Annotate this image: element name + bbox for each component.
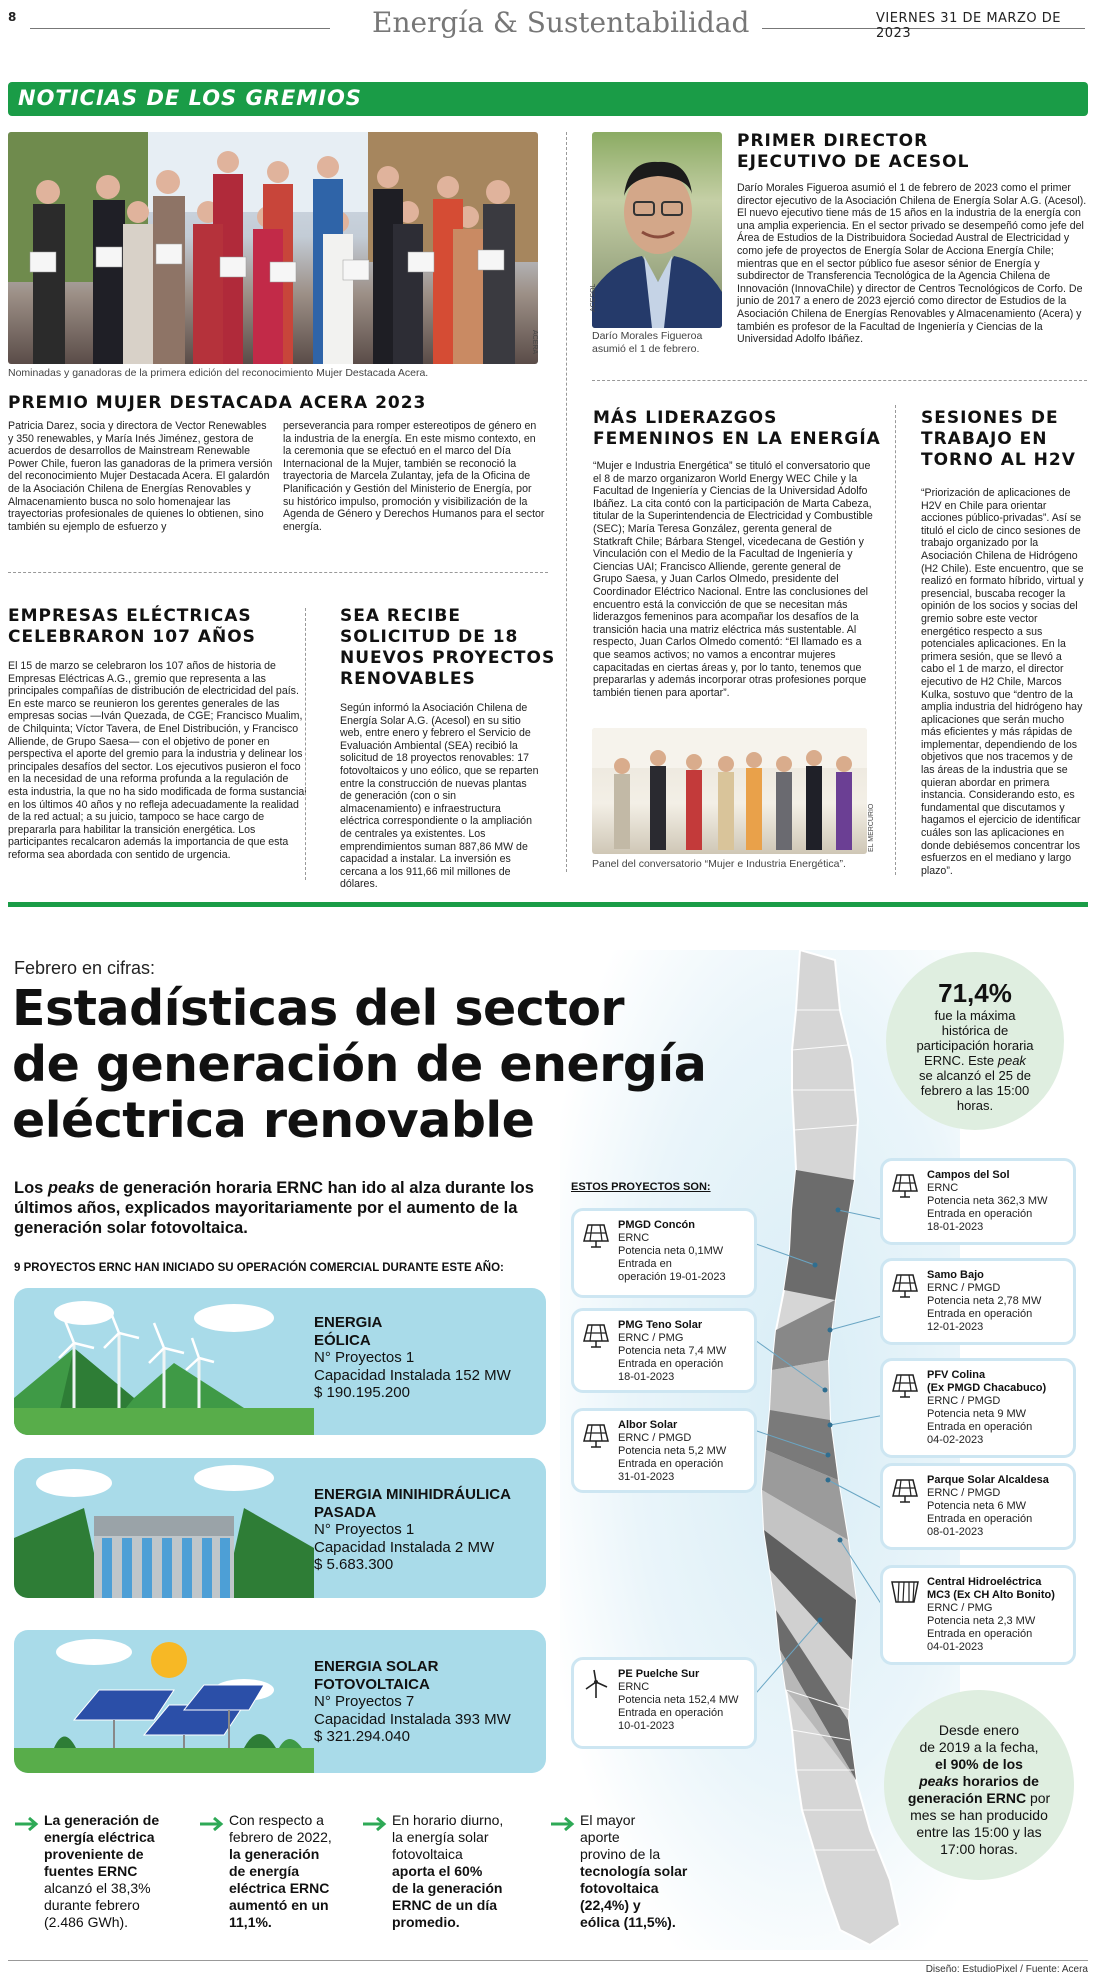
- project-date-1: Entrada en operación: [927, 1308, 1033, 1320]
- infographic-intro: [14, 1178, 544, 1238]
- hydro-dam-illustration: [14, 1458, 314, 1598]
- projects-label: ESTOS PROYECTOS SON:: [571, 1181, 711, 1193]
- project-card-colina: [880, 1358, 1076, 1458]
- solar-farm-illustration: [14, 1630, 314, 1773]
- project-name: PE Puelche Sur: [618, 1668, 700, 1680]
- acesol-headline-2: EJECUTIVO DE ACESOL: [737, 152, 970, 172]
- wind-turbine-icon: [580, 1668, 612, 1700]
- infographic-title-3: eléctrica renovable: [12, 1092, 535, 1149]
- stat-top-l6: febrero a las 15:00: [920, 1083, 1030, 1098]
- project-date-1: Entrada en operación: [618, 1707, 724, 1719]
- project-card-samo: [880, 1258, 1076, 1345]
- project-type: ERNC / PMGD: [927, 1282, 1001, 1294]
- project-name: Central Hidroeléctrica: [927, 1576, 1042, 1588]
- project-date-1: Entrada en operación: [927, 1513, 1033, 1525]
- empresas-headline-1: EMPRESAS ELÉCTRICAS: [8, 606, 252, 626]
- project-card-mc3: [880, 1565, 1076, 1665]
- stat-top-l1: fue la máxima: [934, 1008, 1016, 1023]
- green-section-rule: [8, 902, 1088, 907]
- banner-title: NOTICIAS DE LOS GREMIOS: [18, 86, 362, 110]
- fact-1: La generación de energía eléctrica proveniente de fuentes ERNC alcanzó el 38,3% durante febrero (2.486 GWh).: [44, 1812, 160, 1930]
- column-divider: [566, 132, 567, 872]
- project-type: ERNC / PMG: [927, 1602, 993, 1614]
- project-date-2: 10-01-2023: [618, 1720, 675, 1732]
- project-type: ERNC / PMGD: [927, 1395, 1001, 1407]
- column-divider-h2v: [895, 405, 896, 875]
- project-card-concon: [571, 1208, 757, 1298]
- project-name: Campos del Sol: [927, 1169, 1010, 1181]
- solar-amount: $ 321.294.040: [314, 1728, 410, 1745]
- issue-date: VIERNES 31 DE MARZO DE 2023: [876, 11, 1061, 41]
- intro-part-2: de generación horaria ERNC han ido al alza durante los últimos años, explicados mayoritariamente por el aumento de la generación solar fotovoltaica.: [14, 1179, 534, 1237]
- project-name: Parque Solar Alcaldesa: [927, 1474, 1049, 1486]
- stat-bottom-l3: el 90% de los: [935, 1756, 1023, 1772]
- stat-bottom-l6: mes se han producido: [910, 1807, 1048, 1823]
- project-power: Potencia neta 0,1MW: [618, 1245, 724, 1257]
- conversatorio-photo-credit: EL MERCURIO: [868, 803, 875, 852]
- project-power: Potencia neta 362,3 MW: [927, 1195, 1048, 1207]
- h2v-headline-3: TORNO AL H2V: [921, 450, 1076, 470]
- panel-illustration: [592, 728, 867, 854]
- project-name-2: MC3 (Ex CH Alto Bonito): [927, 1589, 1055, 1601]
- acera-photo-credit: ACERA: [531, 330, 538, 355]
- fact-3: En horario diurno, la energía solar fotovoltaica aporta el 60% de la generación ERNC de un día promedio.: [392, 1812, 504, 1930]
- acesol-body: Darío Morales Figueroa asumió el 1 de febrero de 2023 como el primer director ejecutivo de la Asociación Chilena de Energía Solar A.G. (Acesol). El nuevo ejecutivo tiene más de 15 años en la industria de la energía con una amplia experiencia. En el sector privado se desempeñó como jefe del Área de Estudios de la Distribuidora Sociedad Austral de Electricidad y como jefe de proyectos de Energía Solar de Acciona Energía Chile; mientras que en el sector público fue asesor sénior de Energía y subdirector de Transferencia Tecnológica de la Agencia Chilena de Innovación (InnovaChile) y director de Centros Tecnológicos de Corfo. De junio de 2017 a enero de 2023 ejerció como director de Estudios de la Asociación Chilena de Energías Renovables y Almacenamiento (Acera) y también es profesor de la Facultad de Ingeniería y Ciencias de la Universidad Adolfo Ibáñez.: [737, 182, 1087, 346]
- conversatorio-photo: [592, 728, 867, 854]
- project-type: ERNC / PMG: [618, 1332, 684, 1344]
- project-type: ERNC: [618, 1232, 650, 1244]
- arrow-right-icon: [362, 1816, 388, 1832]
- project-name: PFV Colina: [927, 1369, 986, 1381]
- project-card-campos: [880, 1158, 1076, 1245]
- project-card-alcaldesa: [880, 1463, 1076, 1550]
- wind-name-2: EÓLICA: [314, 1331, 371, 1349]
- project-name: Samo Bajo: [927, 1269, 984, 1281]
- sea-headline-1: SEA RECIBE: [340, 606, 462, 626]
- stat-bottom-l8: 17:00 horas.: [940, 1841, 1018, 1857]
- project-date-1: Entrada en operación: [927, 1628, 1033, 1640]
- project-power: Potencia neta 2,3 MW: [927, 1615, 1036, 1627]
- acera-headline: PREMIO MUJER DESTACADA ACERA 2023: [8, 393, 427, 413]
- liderazgos-headline-1: MÁS LIDERAZGOS: [593, 408, 778, 428]
- project-date-1: Entrada en operación: [618, 1458, 724, 1470]
- acesol-director-photo: [592, 132, 722, 328]
- wind-amount: $ 190.195.200: [314, 1384, 410, 1401]
- solar-panel-icon: [889, 1474, 921, 1506]
- hydro-dam-icon: [889, 1576, 921, 1608]
- section-title: Energía & Sustentabilidad: [372, 6, 750, 39]
- project-date-2: 04-02-2023: [927, 1434, 984, 1446]
- energy-type-hydro: [14, 1458, 546, 1598]
- wind-capacity: Capacidad Instalada 152 MW: [314, 1366, 511, 1384]
- project-date-2: 08-01-2023: [927, 1526, 984, 1538]
- project-date-1: Entrada en: [618, 1258, 672, 1270]
- stat-top-l5: se alcanzó el 25 de: [918, 1068, 1032, 1083]
- stat-bottom-l1: Desde enero: [938, 1722, 1020, 1738]
- empresas-body: El 15 de marzo se celebraron los 107 años de historia de Empresas Eléctricas A.G., gremio que representa a las principales compañías de distribución de electricidad del país. En este marco se reunieron los gerentes generales de las empresas socias —Iván Quezada, de CGE; Francisco Mualim, de Chilquinta; Víctor Tavera, de Enel Distribución, y Francisco Alliende, de Grupo Saesa— con el objetivo de poner en perspectiva el aporte del gremio para la industria y delinear los principales desafíos del sector. Los ejecutivos pusieron el foco en la necesidad de una reforma profunda a la regulación de esta industria, la que no ha sido modificada de forma sustancial en los últimos 40 años y no refleja adecuadamente la realidad de la red actual; a su juicio, tampoco se hace cargo de prepararla para habilitar la transición energética. Los participantes recalcaron además la importancia de que esta reforma sea abordada con sentido de urgencia.: [8, 660, 307, 861]
- project-power: Potencia neta 7,4 MW: [618, 1345, 727, 1357]
- sea-body: Según informó la Asociación Chilena de Energía Solar A.G. (Acesol) en su sitio web, entre enero y febrero el Servicio de Evaluación Ambiental (SEA) recibió la solicitud de 18 proyectos renovables: 17 fotovoltaicos y uno eólico, que se reparten entre la construcción de nuevas plantas de generación (con o sin almacenamiento) e infraestructura eléctrica correspondiente o la ampliación de centrales ya existentes. Los emprendimientos suman 887,86 MW de capacidad a instalar. La inversión es cercana a los 911,66 mil millones de dólares.: [340, 702, 539, 891]
- empresas-headline-2: CELEBRARON 107 AÑOS: [8, 627, 256, 647]
- arrow-right-icon: [550, 1816, 576, 1832]
- sea-headline-3: NUEVOS PROYECTOS: [340, 648, 556, 668]
- project-type: ERNC / PMGD: [618, 1432, 692, 1444]
- stat-bottom-l7: entre las 15:00 y las: [916, 1824, 1042, 1840]
- hydro-name-1: ENERGIA MINIHIDRÁULICA: [314, 1486, 511, 1503]
- infographic-title-2: de generación de energía: [12, 1036, 707, 1093]
- liderazgos-headline-2: FEMENINOS EN LA ENERGÍA: [593, 429, 881, 449]
- acesol-photo-credit: ACESOL: [590, 283, 597, 312]
- acera-body-col2: perseverancia para romper estereotipos de género en la industria de la energía. En este mismo contexto, en la ceremonia que se efectuó en el marco del Día Internacional de la Mujer, también se reconoció la trayectoria de Marcela Zulantay, jefa de la Oficina de Planificación y Gestión del Ministerio de Energía, por su histórico impulso, promoción y visibilización de la Agenda de Género y Derechos Humanos para el sector energía.: [283, 420, 545, 533]
- stat-circle-top: [886, 952, 1064, 1130]
- hydro-capacity: Capacidad Instalada 2 MW: [314, 1538, 495, 1556]
- group-photo-illustration: [8, 132, 538, 364]
- arrow-right-icon: [14, 1816, 40, 1832]
- acesol-caption: Darío Morales Figueroa asumió el 1 de febrero.: [592, 330, 703, 355]
- stat-bottom-l2: de 2019 a la fecha,: [919, 1739, 1039, 1755]
- sea-headline-2: SOLICITUD DE 18: [340, 627, 519, 647]
- solar-panel-icon: [580, 1319, 612, 1351]
- wind-projects: N° Proyectos 1: [314, 1349, 415, 1366]
- acera-body-col1: Patricia Darez, socia y directora de Vector Renewables y 350 renewables, y María Inés Jiménez, gestora de acuerdos de desarrollos de Mainstream Renewable Power Chile, fueron las ganadoras de la primera versión del reconocimiento Mujer Destacada Acera. El galardón de la Asociación Chilena de Energías Renovables y Almacenamiento busca no solo homenajear las trayectorias profesionales de quienes lo obtienen, sino también su ejemplo de esfuerzo y: [8, 420, 273, 533]
- hydro-name-2: PASADA: [314, 1503, 377, 1521]
- stat-top-l4: ERNC. Este peak: [924, 1053, 1026, 1068]
- solar-panel-icon: [580, 1419, 612, 1451]
- acesol-headline-1: PRIMER DIRECTOR: [737, 131, 929, 151]
- project-date-2: operación 19-01-2023: [618, 1271, 726, 1283]
- page-number: 8: [8, 10, 17, 24]
- solar-name-2: FOTOVOLTAICA: [314, 1675, 430, 1693]
- footer-rule: [8, 1960, 1088, 1961]
- project-date-2: 18-01-2023: [927, 1221, 984, 1233]
- solar-panel-icon: [580, 1219, 612, 1251]
- project-name: PMG Teno Solar: [618, 1319, 703, 1331]
- stat-top-l7: horas.: [956, 1098, 994, 1113]
- project-power: Potencia neta 5,2 MW: [618, 1445, 727, 1457]
- solar-name-1: ENERGIA SOLAR: [314, 1658, 439, 1675]
- intro-peaks: peaks: [47, 1179, 95, 1197]
- hydro-amount: $ 5.683.300: [314, 1556, 394, 1573]
- project-name: PMGD Concón: [618, 1219, 695, 1231]
- project-date-1: Entrada en operación: [618, 1358, 724, 1370]
- project-power: Potencia neta 9 MW: [927, 1408, 1027, 1420]
- solar-projects: N° Proyectos 7: [314, 1693, 415, 1710]
- wind-farm-illustration: [14, 1288, 314, 1435]
- wind-name-1: ENERGIA: [314, 1314, 383, 1331]
- project-date-1: Entrada en operación: [927, 1208, 1033, 1220]
- project-power: Potencia neta 6 MW: [927, 1500, 1027, 1512]
- h2v-body: “Priorización de aplicaciones de H2V en Chile para orientar acciones público-privadas”. Así se tituló el ciclo de cinco sesiones de trabajo organizado por la Asociación Chilena de Hidrógeno (H2 Chile). Este encuentro, que se realizó en formato híbrido, virtual y presencial, buscaba recoger la opinión de los socios y socias del gremio sobre este vector energético respecto a sus potenciales aplicaciones. En la primera sesión, que se llevó a cabo el 1 de marzo, el director ejecutivo de H2 Chile, Marcos Kulka, sostuvo que “dentro de la amplia industria del hidrógeno hay aplicaciones que serán mucho más eficientes y más rápidas de implementar, dependiendo de los objetivos que nos tracemos y de las áreas de la industria que se quieran abordar en primera instancia. Considerando esto, es fundamental que discutamos y hagamos el ejercicio de identificar cuáles son las aplicaciones en donde debiésemos concentrar los esfuerzos en el mediano y largo plazo”.: [921, 487, 1084, 877]
- section-divider-right: [592, 380, 1087, 381]
- project-type: ERNC: [927, 1182, 959, 1194]
- intro-part-1: Los: [14, 1179, 48, 1197]
- acera-caption: Nominadas y ganadoras de la primera edición del reconocimiento Mujer Destacada Acera.: [8, 367, 429, 379]
- project-date-1: Entrada en operación: [927, 1421, 1033, 1433]
- project-type: ERNC: [618, 1681, 650, 1693]
- solar-panel-icon: [889, 1269, 921, 1301]
- conversatorio-caption: Panel del conversatorio “Mujer e Industria Energética”.: [592, 858, 846, 870]
- design-credit: Diseño: EstudioPixel / Fuente: Acera: [925, 1964, 1088, 1975]
- project-card-puelche: [571, 1657, 757, 1749]
- project-name: Albor Solar: [618, 1419, 678, 1431]
- fact-2: Con respecto a febrero de 2022, la generación de energía eléctrica ERNC aumentó en un 11,1%.: [229, 1812, 332, 1930]
- project-date-2: 18-01-2023: [618, 1371, 675, 1383]
- project-date-2: 31-01-2023: [618, 1471, 675, 1483]
- acera-award-photo: [8, 132, 538, 364]
- solar-panel-icon: [889, 1169, 921, 1201]
- liderazgos-body: “Mujer e Industria Energética” se tituló el conversatorio que el 8 de marzo organizaron World Energy WEC Chile y la Facultad de Ingeniería y Ciencias de la Universidad Adolfo Ibáñez. La cita contó con la participación de Marta Cabeza, titular de la Superintendencia de Electricidad y Combustible (SEC); María Teresa González, gerenta general de Statkraft Chile; Bárbara Stengel, vicedecana de Gestión y Vinculación con el Medio de la Facultad de Ingeniería y Ciencias UAI; Francisco Alliende, gerente general de Grupo Saesa, y Juan Carlos Olmedo, presidente del Coordinador Eléctrico Nacional. Entre las conclusiones del encuentro está la convicción de que se necesitan más liderazgos femeninos para acompañar los desafíos de la transición hacia una matriz eléctrica más sustentable. Al respecto, Juan Carlos Olmedo comentó: “El llamado es a que seamos activos; no vamos a encontrar mujeres capacitadas en ciertas áreas y, por lo tanto, tenemos que prepararlas y además incorporar otras profesiones porque también tienen para aportar”.: [593, 460, 873, 699]
- header-rule-left: [30, 28, 330, 29]
- hydro-projects: N° Proyectos 1: [314, 1521, 415, 1538]
- infographic-title-1: Estadísticas del sector: [12, 980, 625, 1037]
- project-name-2: (Ex PMGD Chacabuco): [927, 1382, 1047, 1394]
- project-type: ERNC / PMGD: [927, 1487, 1001, 1499]
- stat-circle-bottom: [884, 1690, 1074, 1880]
- infographic-kicker: Febrero en cifras:: [14, 958, 156, 978]
- stat-top-value: 71,4%: [938, 978, 1012, 1008]
- project-date-2: 12-01-2023: [927, 1321, 984, 1333]
- project-card-albor: [571, 1408, 757, 1493]
- energy-type-wind: [14, 1288, 546, 1435]
- stat-top-l2: histórica de: [941, 1023, 1009, 1038]
- h2v-headline-1: SESIONES DE: [921, 408, 1059, 428]
- project-power: Potencia neta 2,78 MW: [927, 1295, 1042, 1307]
- infographic-subhead: 9 PROYECTOS ERNC HAN INICIADO SU OPERACIÓN COMERCIAL DURANTE ESTE AÑO:: [14, 1262, 504, 1274]
- portrait-illustration: [592, 132, 722, 328]
- fact-4: El mayor aporte provino de la tecnología solar fotovoltaica (22,4%) y eólica (11,5%).: [580, 1812, 688, 1930]
- energy-type-solar: [14, 1630, 546, 1773]
- h2v-headline-2: TRABAJO EN: [921, 429, 1048, 449]
- solar-panel-icon: [889, 1369, 921, 1401]
- stat-bottom-l5: generación ERNC por: [907, 1790, 1051, 1806]
- stat-top-l3: participación horaria: [916, 1038, 1034, 1053]
- project-card-teno: [571, 1308, 757, 1393]
- project-power: Potencia neta 152,4 MW: [618, 1694, 739, 1706]
- arrow-right-icon: [199, 1816, 225, 1832]
- sea-headline-4: RENOVABLES: [340, 669, 476, 689]
- project-date-2: 04-01-2023: [927, 1641, 984, 1653]
- column-divider-sea: [305, 608, 306, 880]
- stat-bottom-l4: peaks horarios de: [919, 1773, 1039, 1789]
- solar-capacity: Capacidad Instalada 393 MW: [314, 1710, 511, 1728]
- section-divider-left: [8, 572, 548, 573]
